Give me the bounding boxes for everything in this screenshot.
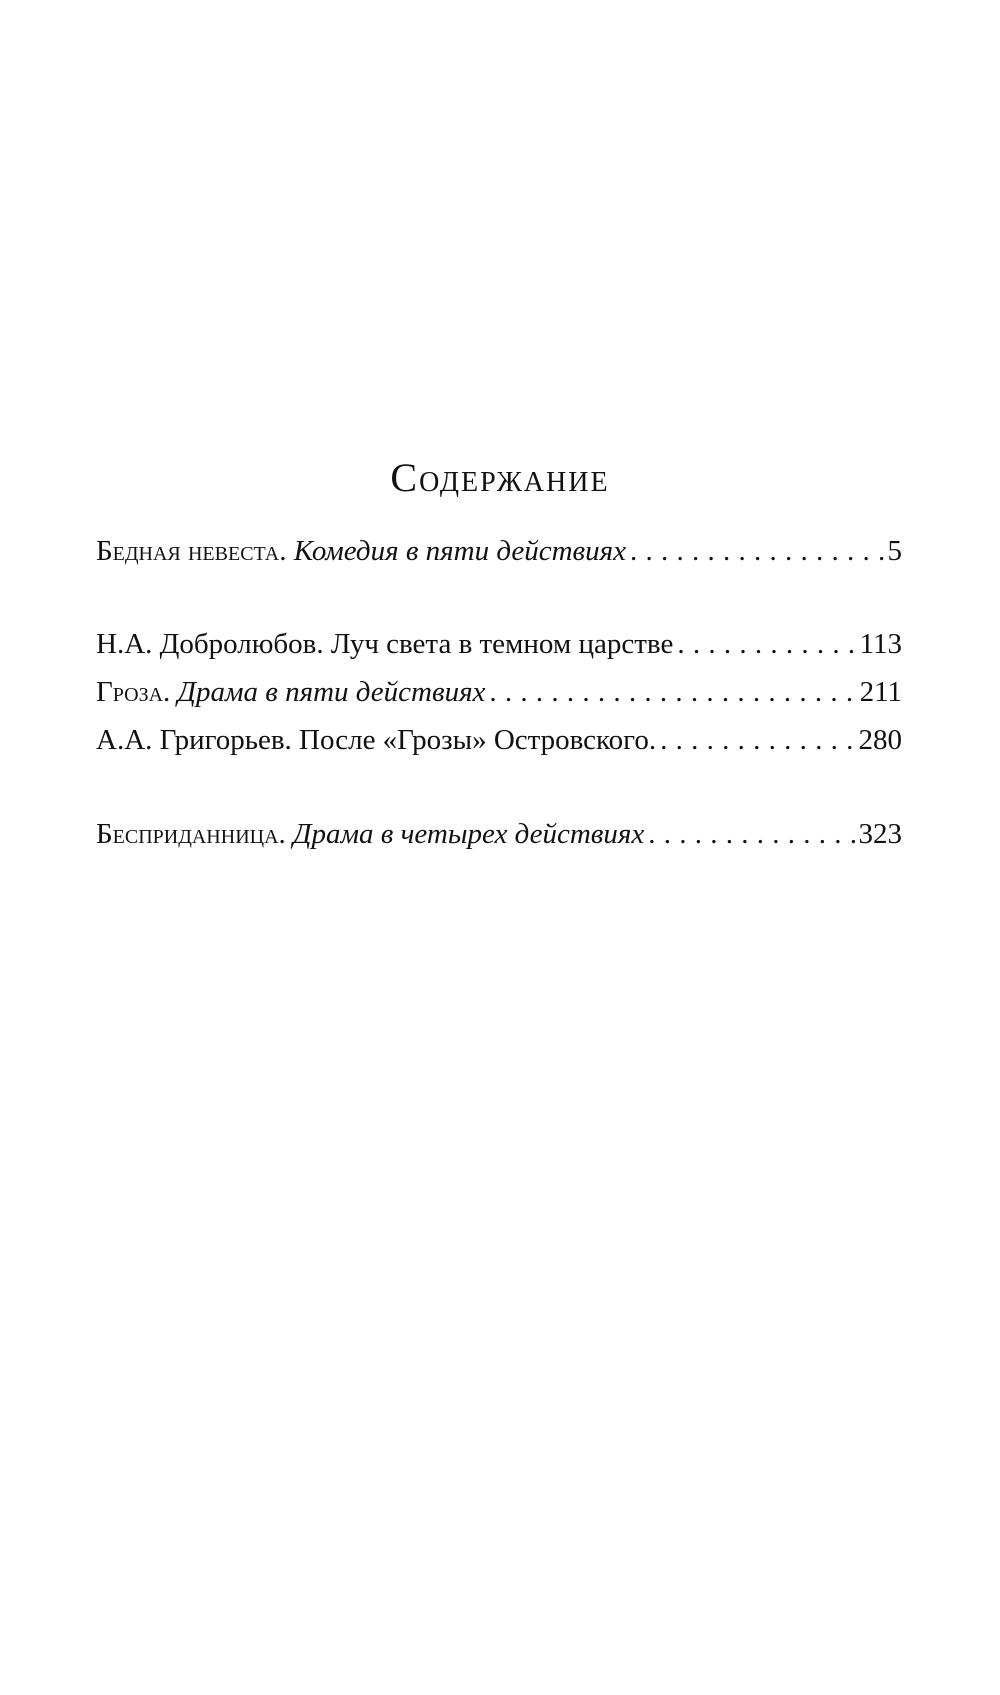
- toc-entry-subtitle: Комедия в пяти действиях: [293, 535, 626, 567]
- toc-entry-label: [96, 678, 485, 707]
- toc-entry-page: 113: [859, 628, 902, 660]
- dot-leader: [630, 537, 884, 566]
- toc-entry-subtitle: Драма в четырех действиях: [293, 818, 645, 850]
- toc-entry-title: Бесприданница.: [96, 818, 286, 850]
- dot-leader: [660, 726, 854, 755]
- toc-entry: [96, 678, 902, 707]
- toc-entry-label: [96, 537, 626, 566]
- toc-entry-page: 280: [858, 724, 902, 756]
- dot-leader: [489, 678, 855, 707]
- dot-leader: [677, 630, 855, 659]
- toc-entry-title: Гроза.: [96, 676, 171, 708]
- toc-entry-page: 5: [887, 535, 902, 567]
- toc-entry-label: [96, 630, 673, 659]
- toc-entry-label: [96, 726, 656, 755]
- toc-entry: [96, 726, 902, 755]
- toc-entry: [96, 630, 902, 659]
- toc-entry-page: 323: [858, 818, 902, 850]
- toc-entry-page: 211: [859, 676, 902, 708]
- toc-entry-title: А.А. Григорьев. После «Грозы» Островского.: [96, 724, 657, 756]
- toc-title: Содержание: [390, 455, 610, 500]
- dot-leader: [648, 820, 854, 849]
- toc-entry: [96, 537, 902, 566]
- toc-entry-label: [96, 820, 644, 849]
- toc-entry-title: Бедная невеста.: [96, 535, 287, 567]
- toc-entry-title: Н.А. Добролюбов. Луч света в темном царстве: [96, 628, 674, 660]
- toc-entry-subtitle: Драма в пяти действиях: [177, 676, 486, 708]
- toc-entry: [96, 820, 902, 849]
